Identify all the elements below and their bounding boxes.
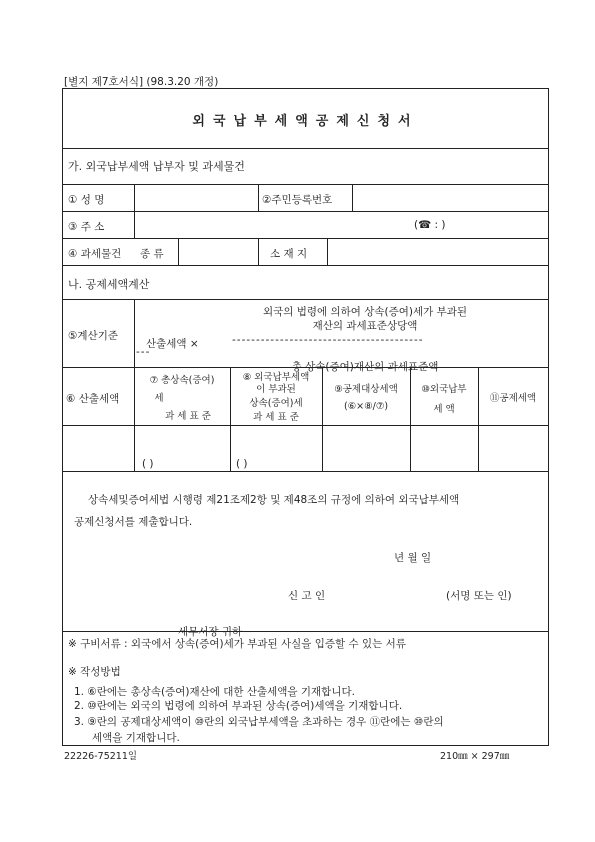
property-label: ④ 과세물건 [68,248,122,260]
name-field[interactable] [136,186,256,209]
form-code: 22226-75211일 [64,751,138,762]
statement-line2: 공제신청서를 제출합니다. [74,516,193,528]
col-foreign-tax-line2: 세 액 [433,404,455,415]
method-heading: ※ 작성방법 [68,666,121,678]
id-number-field[interactable] [354,186,546,209]
deductible-field[interactable] [324,427,408,469]
property-type-label: 종 류 [140,248,164,260]
date-line: 년 월 일 [394,552,432,564]
address-label: ③ 주 소 [68,221,105,233]
paper-size: 210㎜ × 297㎜ [440,751,510,762]
property-type-field[interactable] [180,240,256,263]
col-foreign-base-line2: 이 부과된 [256,384,296,395]
col-foreign-base-line4: 과 세 표 준 [253,412,299,423]
calculated-tax-field[interactable] [64,427,132,469]
col-total-base-line1: ⑦ 총상속(증여) [149,375,215,386]
foreign-base-paren: ( ) [236,458,248,470]
statement-line1: 상속세및증여세법 시행령 제21조제2항 및 제48조의 규정에 의하여 외국납부세액 [88,494,460,506]
deduction-amount-field[interactable] [480,427,546,469]
address-field[interactable] [136,213,406,236]
col-deductible-line2: (⑥×⑧/⑦) [343,401,389,412]
formula-fraction-bar-wrap: --- [136,346,151,358]
phone-field[interactable]: (☎ : ) [414,219,446,231]
method-item-2: 2. ⑩란에는 외국의 법령에 의하여 부과된 상속(증여)세액을 기재합니다. [74,700,403,712]
basis-label: ⑤계산기준 [68,330,118,342]
location-field[interactable] [329,240,546,263]
method-item-3-line2: 세액을 기재합니다. [92,732,180,744]
form-number: [별지 제7호서식] (98.3.20 개정) [64,76,219,88]
col-foreign-base-line3: 상속(증여)세 [249,398,303,409]
formula-numerator-line1: 외국의 법령에 의하여 상속(증여)세가 부과된 [262,306,468,318]
signature-label: (서명 또는 인) [446,590,512,602]
col-calculated-tax: ⑥ 산출세액 [66,393,120,405]
name-label: ① 성 명 [68,194,105,206]
formula-denominator: 총 상속(증여)재산의 과세표준액 [291,361,439,373]
location-label: 소 재 지 [270,248,308,260]
formula-prefix: 산출세액 × [146,338,199,350]
method-item-3-line1: 3. ⑨란의 공제대상세액이 ⑩란의 외국납부세액을 초과하는 경우 ⑪란에는 ⑩란의 [74,716,444,728]
section-a-heading: 가. 외국납부세액 납부자 및 과세물건 [68,160,245,173]
col-foreign-tax-line1: ⑩외국납부 [421,384,467,395]
form-title: 외국납부세액공제신청서 [192,114,419,129]
required-documents: ※ 구비서류 : 외국에서 상속(증여)세가 부과된 사실을 입증할 수 있는 서류 [68,638,406,650]
col-deduction-amount: ⑪공제세액 [489,393,537,404]
recipient-label: 세무서장 귀하 [178,626,243,638]
method-item-1: 1. ⑥란에는 총상속(증여)재산에 대한 산출세액을 기재합니다. [74,686,355,698]
col-total-base-line2: 세 [154,393,164,404]
applicant-label: 신 고 인 [288,590,326,602]
col-total-base-line3: 과 세 표 준 [165,411,211,422]
section-b-heading: 나. 공제세액계산 [68,278,150,291]
col-deductible-line1: ⑨공제대상세액 [334,384,398,395]
id-number-label: ②주민등록번호 [262,194,333,206]
foreign-tax-field[interactable] [412,427,476,469]
formula-numerator-line2: 재산의 과세표준상당액 [312,320,418,332]
formula-fraction-bar: ---------------------------------------- [232,334,424,346]
total-base-paren: ( ) [142,458,154,470]
col-foreign-base-line1: ⑧ 외국납부세액 [242,372,310,383]
